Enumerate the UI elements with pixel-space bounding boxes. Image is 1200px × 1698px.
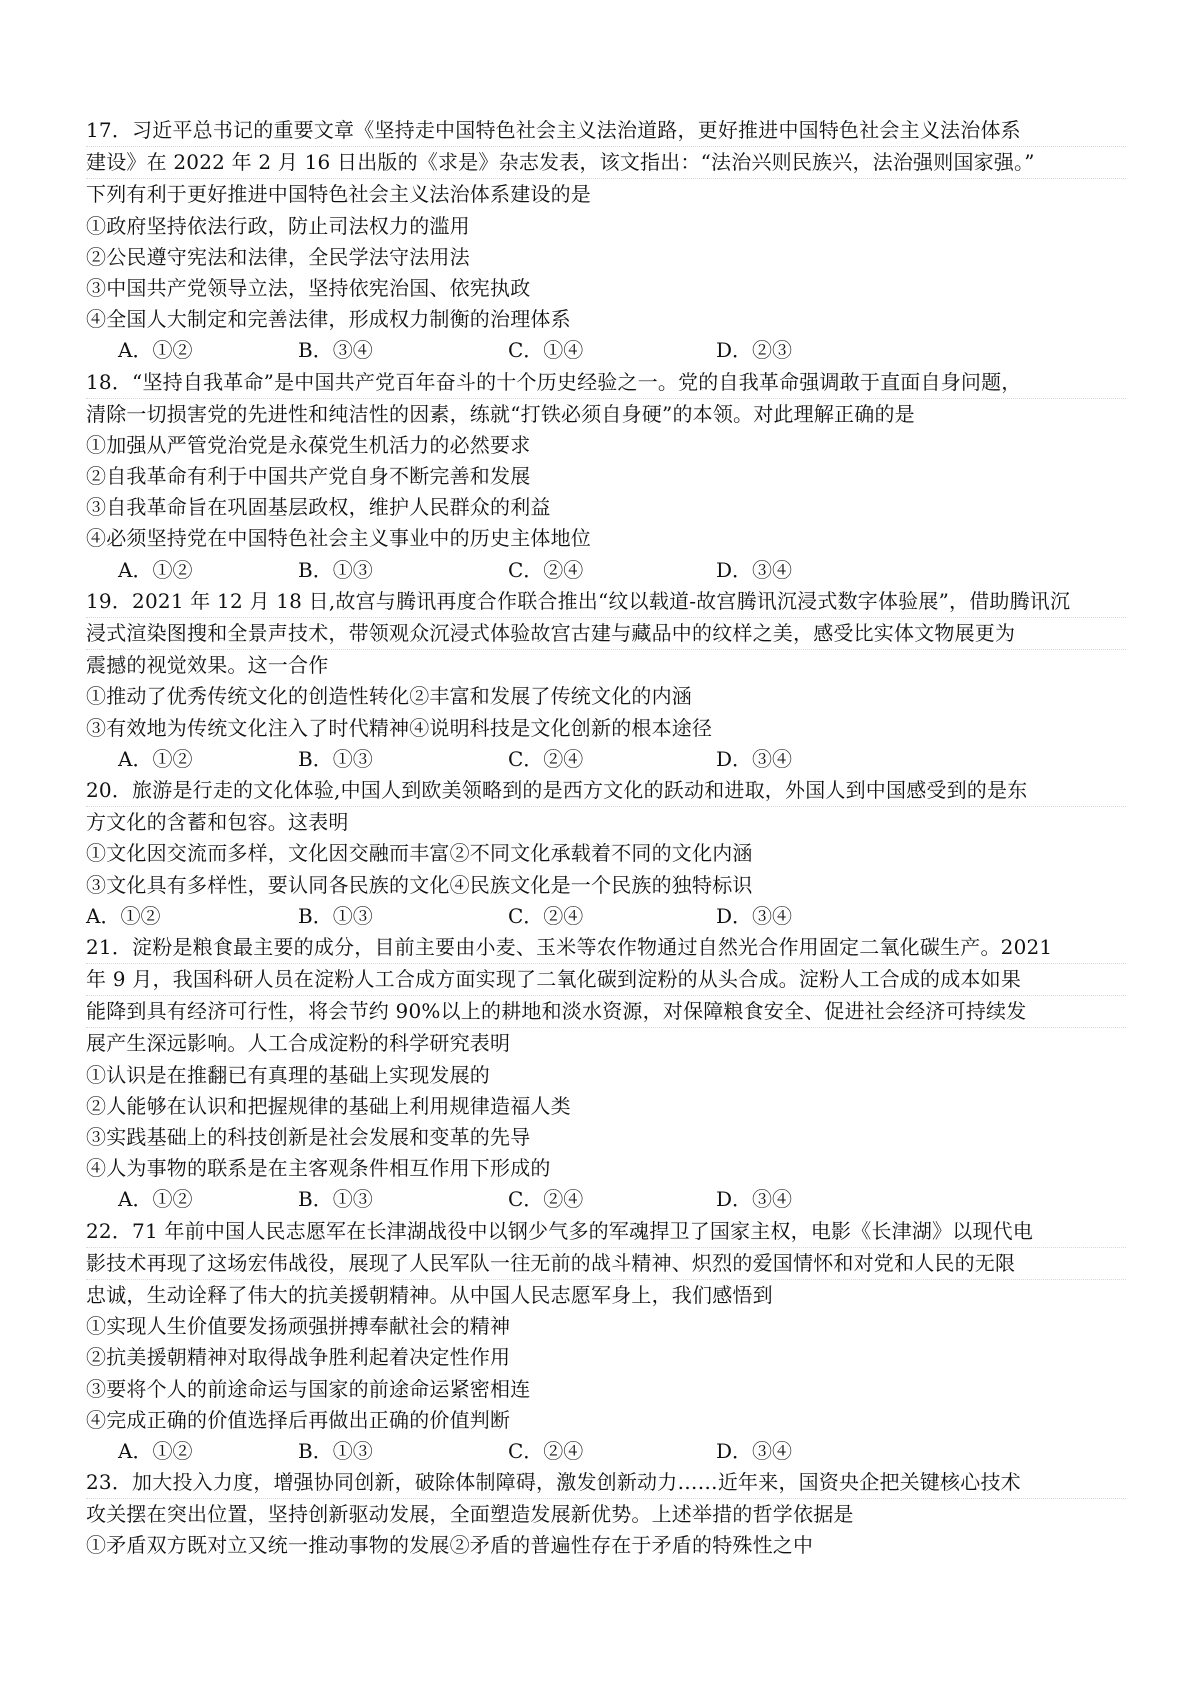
question-block (86, 932, 1126, 1216)
option-d: D．②③ (716, 338, 793, 363)
statement-item: ③自我革命旨在巩固基层政权，维护人民群众的利益 (86, 495, 551, 520)
option-c: C．②④ (508, 557, 584, 582)
option-d: D．③④ (716, 746, 793, 771)
stem-line: 20．旅游是行走的文化体验,中国人到欧美领略到的是西方文化的跃动和进取，外国人到中国感受到的是东 (86, 775, 1126, 807)
option-c: C．②④ (508, 746, 584, 771)
statement-item: ③有效地为传统文化注入了时代精神④说明科技是文化创新的根本途径 (86, 715, 713, 740)
statement-item: ①认识是在推翻已有真理的基础上实现发展的 (86, 1062, 490, 1087)
stem-line: 攻关摆在突出位置，坚持创新驱动发展，全面塑造发展新优势。上述举措的哲学依据是 (86, 1502, 854, 1527)
option-c: C．②④ (508, 903, 584, 928)
option-d: D．③④ (716, 1187, 793, 1212)
answer-options (86, 744, 1126, 775)
option-a: A．①② (118, 557, 193, 582)
statement-item: ①实现人生价值要发扬顽强拼搏奉献社会的精神 (86, 1314, 511, 1339)
option-a: A．①② (118, 746, 193, 771)
option-b: B．①③ (298, 557, 373, 582)
stem-line: 17．习近平总书记的重要文章《坚持走中国特色社会主义法治道路，更好推进中国特色社会主义法治体系 (86, 115, 1126, 147)
option-c: C．②④ (508, 1187, 584, 1212)
option-c: C．②④ (508, 1438, 584, 1463)
stem-line: 19．2021 年 12 月 18 日,故宫与腾讯再度合作联合推出“纹以载道-故宫腾讯沉浸式数字体验展”，借助腾讯沉 (86, 586, 1126, 618)
question-stem (86, 1467, 1126, 1530)
option-a: A．①② (86, 903, 161, 928)
statement-item: ④人为事物的联系是在主客观条件相互作用下形成的 (86, 1156, 551, 1181)
statement-item: ①文化因交流而多样，文化因交融而丰富②不同文化承载着不同的文化内涵 (86, 841, 753, 866)
question-block (86, 367, 1126, 586)
question-stem (86, 932, 1126, 1060)
option-d: D．③④ (716, 1438, 793, 1463)
stem-line: 忠诚，生动诠释了伟大的抗美援朝精神。从中国人民志愿军身上，我们感悟到 (86, 1282, 773, 1307)
statement-item: ②人能够在认识和把握规律的基础上利用规律造福人类 (86, 1093, 571, 1118)
stem-line: 18．“坚持自我革命”是中国共产党百年奋斗的十个历史经验之一。党的自我革命强调敢于直面自身问题， (86, 367, 1126, 399)
option-b: B．③④ (298, 338, 373, 363)
statement-item: ①矛盾双方既对立又统一推动事物的发展②矛盾的普遍性存在于矛盾的特殊性之中 (86, 1533, 814, 1558)
statement-item: ②自我革命有利于中国共产党自身不断完善和发展 (86, 464, 531, 489)
statement-item: ④完成正确的价值选择后再做出正确的价值判断 (86, 1407, 511, 1432)
question-block (86, 586, 1126, 775)
statement-item: ④全国人大制定和完善法律，形成权力制衡的治理体系 (86, 307, 571, 332)
option-d: D．③④ (716, 557, 793, 582)
question-stem (86, 586, 1126, 682)
question-stem (86, 115, 1126, 211)
statement-item: ①推动了优秀传统文化的创造性转化②丰富和发展了传统文化的内涵 (86, 684, 692, 709)
statement-item: ③实践基础上的科技创新是社会发展和变革的先导 (86, 1125, 531, 1149)
answer-options (86, 335, 1126, 366)
stem-line: 下列有利于更好推进中国特色社会主义法治体系建设的是 (86, 182, 591, 207)
question-list (86, 115, 1126, 1562)
option-a: A．①② (118, 1187, 193, 1212)
statement-item: ①加强从严管党治党是永葆党生机活力的必然要求 (86, 432, 531, 457)
answer-options (86, 555, 1126, 586)
question-block (86, 115, 1126, 367)
stem-line: 影技术再现了这场宏伟战役，展现了人民军队一往无前的战斗精神、炽烈的爱国情怀和对党和人民的无限 (86, 1248, 1126, 1280)
stem-line: 21．淀粉是粮食最主要的成分，目前主要由小麦、玉米等农作物通过自然光合作用固定二氧化碳生产。2021 (86, 932, 1126, 964)
answer-options (86, 1184, 1126, 1215)
question-stem (86, 1216, 1126, 1312)
statement-item: ③文化具有多样性，要认同各民族的文化④民族文化是一个民族的独特标识 (86, 872, 753, 897)
statement-item: ②公民遵守宪法和法律，全民学法守法用法 (86, 244, 470, 269)
stem-line: 方文化的含蓄和包容。这表明 (86, 810, 349, 835)
stem-line: 23．加大投入力度，增强协同创新，破除体制障碍，激发创新动力……近年来，国资央企把关键核心技术 (86, 1467, 1126, 1499)
stem-line: 浸式渲染图搜和全景声技术，带领观众沉浸式体验故宫古建与藏品中的纹样之美，感受比实体文物展更为 (86, 618, 1126, 650)
stem-line: 清除一切损害党的先进性和纯洁性的因素，练就“打铁必须自身硬”的本领。对此理解正确的是 (86, 401, 915, 426)
question-block (86, 1216, 1126, 1468)
stem-line: 能降到具有经济可行性，将会节约 90%以上的耕地和淡水资源，对保障粮食安全、促进社会经济可持续发 (86, 996, 1126, 1028)
stem-line: 年 9 月，我国科研人员在淀粉人工合成方面实现了二氧化碳到淀粉的从头合成。淀粉人工合成的成本如果 (86, 964, 1126, 996)
question-block (86, 1467, 1126, 1562)
question-stem (86, 775, 1126, 838)
option-b: B．①③ (298, 903, 373, 928)
option-d: D．③④ (716, 903, 793, 928)
question-stem (86, 367, 1126, 430)
option-b: B．①③ (298, 746, 373, 771)
answer-options (86, 901, 1126, 932)
statement-item: ②抗美援朝精神对取得战争胜利起着决定性作用 (86, 1345, 511, 1370)
option-a: A．①② (118, 338, 193, 363)
statement-item: ①政府坚持依法行政，防止司法权力的滥用 (86, 213, 470, 238)
option-b: B．①③ (298, 1438, 373, 1463)
statement-item: ③要将个人的前途命运与国家的前途命运紧密相连 (86, 1376, 531, 1401)
stem-line: 展产生深远影响。人工合成淀粉的科学研究表明 (86, 1031, 511, 1056)
option-a: A．①② (118, 1438, 193, 1463)
statement-item: ④必须坚持党在中国特色社会主义事业中的历史主体地位 (86, 526, 591, 551)
stem-line: 22．71 年前中国人民志愿军在长津湖战役中以钢少气多的军魂捍卫了国家主权，电影《长津湖》以现代电 (86, 1216, 1126, 1248)
answer-options (86, 1436, 1126, 1467)
option-b: B．①③ (298, 1187, 373, 1212)
statement-item: ③中国共产党领导立法，坚持依宪治国、依宪执政 (86, 275, 531, 300)
question-block (86, 775, 1126, 932)
stem-line: 建设》在 2022 年 2 月 16 日出版的《求是》杂志发表，该文指出：“法治兴则民族兴，法治强则国家强。” (86, 147, 1126, 179)
stem-line: 震撼的视觉效果。这一合作 (86, 653, 329, 678)
option-c: C．①④ (508, 338, 584, 363)
